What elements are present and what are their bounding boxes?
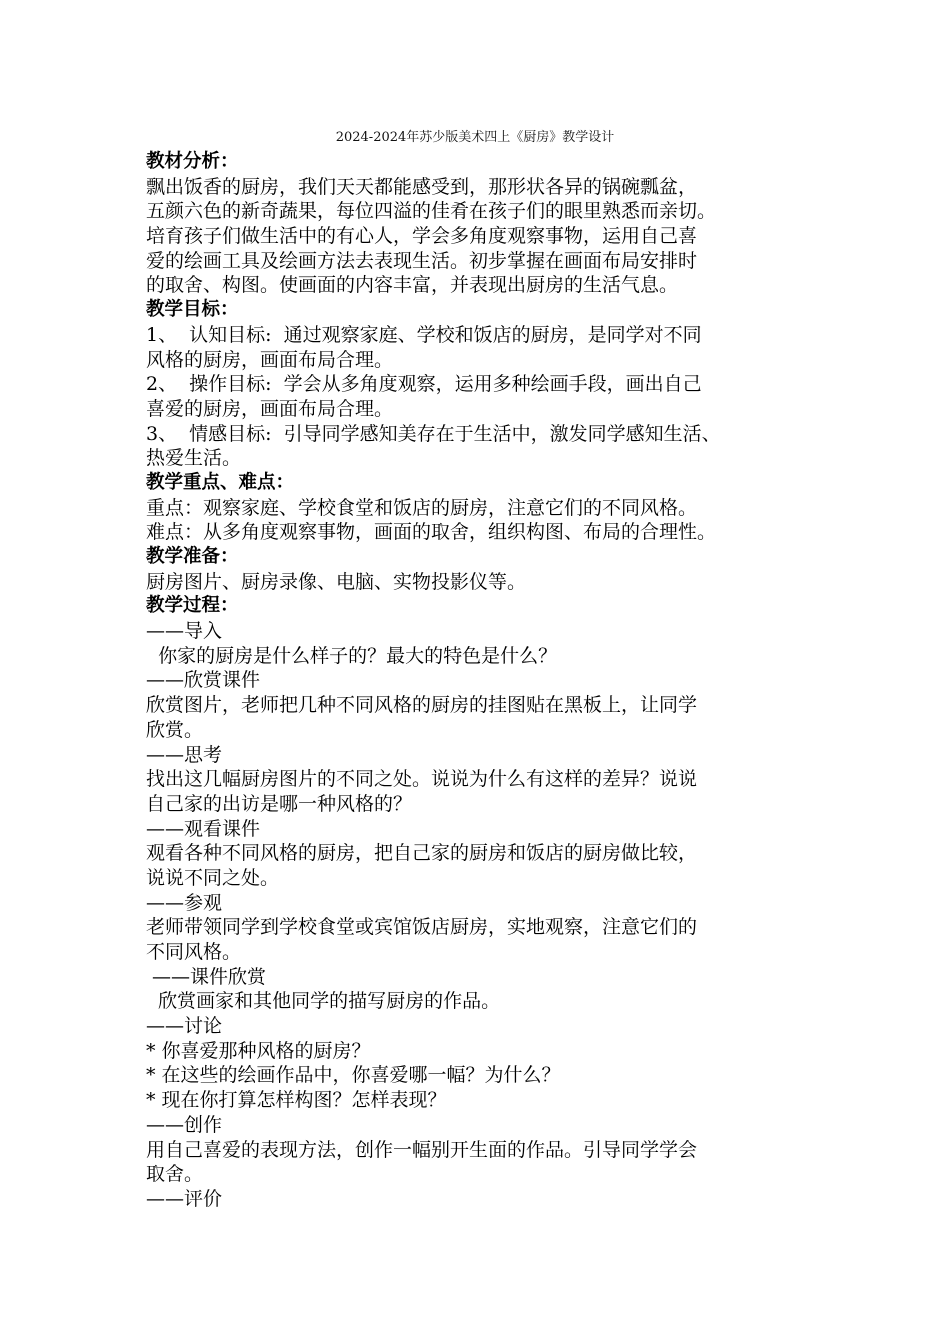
body-text-line: * 现在你打算怎样构图？怎样表现？ (146, 1089, 447, 1112)
body-text-line: 爱的绘画工具及绘画方法去表现生活。初步掌握在画面布局安排时 (146, 249, 698, 272)
body-text-line: ——评价 (146, 1187, 223, 1210)
body-text-line: 培育孩子们做生活中的有心人，学会多角度观察事物，运用自己喜 (146, 225, 698, 248)
body-text-line: 重点：观察家庭、学校食堂和饭店的厨房，注意它们的不同风格。 (146, 496, 698, 519)
body-text-line: 欣赏。 (146, 718, 204, 741)
body-text-line: * 在这些的绘画作品中，你喜爱哪一幅？为什么？ (146, 1064, 561, 1087)
body-text-line: 欣赏图片，老师把几种不同风格的厨房的挂图贴在黑板上，让同学 (146, 694, 698, 717)
section-heading: 教学目标： (146, 299, 239, 321)
body-text-line: 欣赏画家和其他同学的描写厨房的作品。 (146, 990, 501, 1013)
body-text-line: 取舍。 (146, 1163, 204, 1186)
body-text-line: ——思考 (146, 743, 223, 766)
body-text-line: * 你喜爱那种风格的厨房？ (146, 1039, 371, 1062)
section-heading: 教学过程： (146, 595, 239, 617)
body-text-line: ——欣赏课件 (146, 669, 261, 692)
page-header: 2024-2024年苏少版美术四上《厨房》教学设计 (335, 130, 615, 145)
body-text-line: 风格的厨房，画面布局合理。 (146, 348, 394, 371)
body-text-line: 喜爱的厨房，画面布局合理。 (146, 397, 394, 420)
body-text-line: ——观看课件 (146, 817, 261, 840)
body-text-line: 用自己喜爱的表现方法，创作一幅别开生面的作品。引导同学学会 (146, 1138, 698, 1161)
body-text-line: ——参观 (146, 891, 223, 914)
document-body (146, 150, 826, 1212)
body-text-line: 找出这几幅厨房图片的不同之处。说说为什么有这样的差异？说说 (146, 768, 698, 791)
body-text-line: 老师带领同学到学校食堂或宾馆饭店厨房，实地观察，注意它们的 (146, 916, 698, 939)
body-text-line: ——课件欣赏 (146, 965, 267, 988)
body-text-line: 厨房图片、厨房录像、电脑、实物投影仪等。 (146, 570, 527, 593)
body-text-line: 3、 情感目标: 引导同学感知美存在于生活中，激发同学感知生活、 (146, 422, 721, 445)
body-text-line: ——导入 (146, 620, 223, 643)
body-text-line: 难点：从多角度观察事物，画面的取舍，组织构图、布局的合理性。 (146, 521, 717, 544)
body-text-line: 五颜六色的新奇蔬果，每位四溢的佳肴在孩子们的眼里熟悉而亲切。 (146, 200, 717, 223)
body-text-line: 2、 操作目标: 学会从多角度观察，运用多种绘画手段，画出自己 (146, 373, 702, 396)
section-heading: 教学准备： (146, 546, 239, 567)
body-text-line: ——创作 (146, 1113, 223, 1136)
body-text-line: 飘出饭香的厨房，我们天天都能感受到，那形状各异的锅碗瓢盆， (146, 175, 698, 198)
body-text-line: 的取舍、构图。使画面的内容丰富，并表现出厨房的生活气息。 (146, 274, 679, 297)
body-text-line: 观看各种不同风格的厨房，把自己家的厨房和饭店的厨房做比较， (146, 842, 698, 865)
body-text-line: 你家的厨房是什么样子的？最大的特色是什么？ (146, 644, 558, 667)
body-text-line: 1、 认知目标: 通过观察家庭、学校和饭店的厨房，是同学对不同 (146, 323, 702, 346)
body-text-line: 热爱生活。 (146, 447, 242, 470)
body-text-line: 不同风格。 (146, 941, 242, 963)
body-text-line: 自己家的出访是哪一种风格的？ (146, 792, 413, 815)
body-text-line: ——讨论 (146, 1015, 223, 1038)
body-text-line: 说说不同之处。 (146, 866, 280, 889)
section-heading: 教学重点、难点： (146, 471, 295, 493)
section-heading: 教材分析： (146, 151, 239, 172)
